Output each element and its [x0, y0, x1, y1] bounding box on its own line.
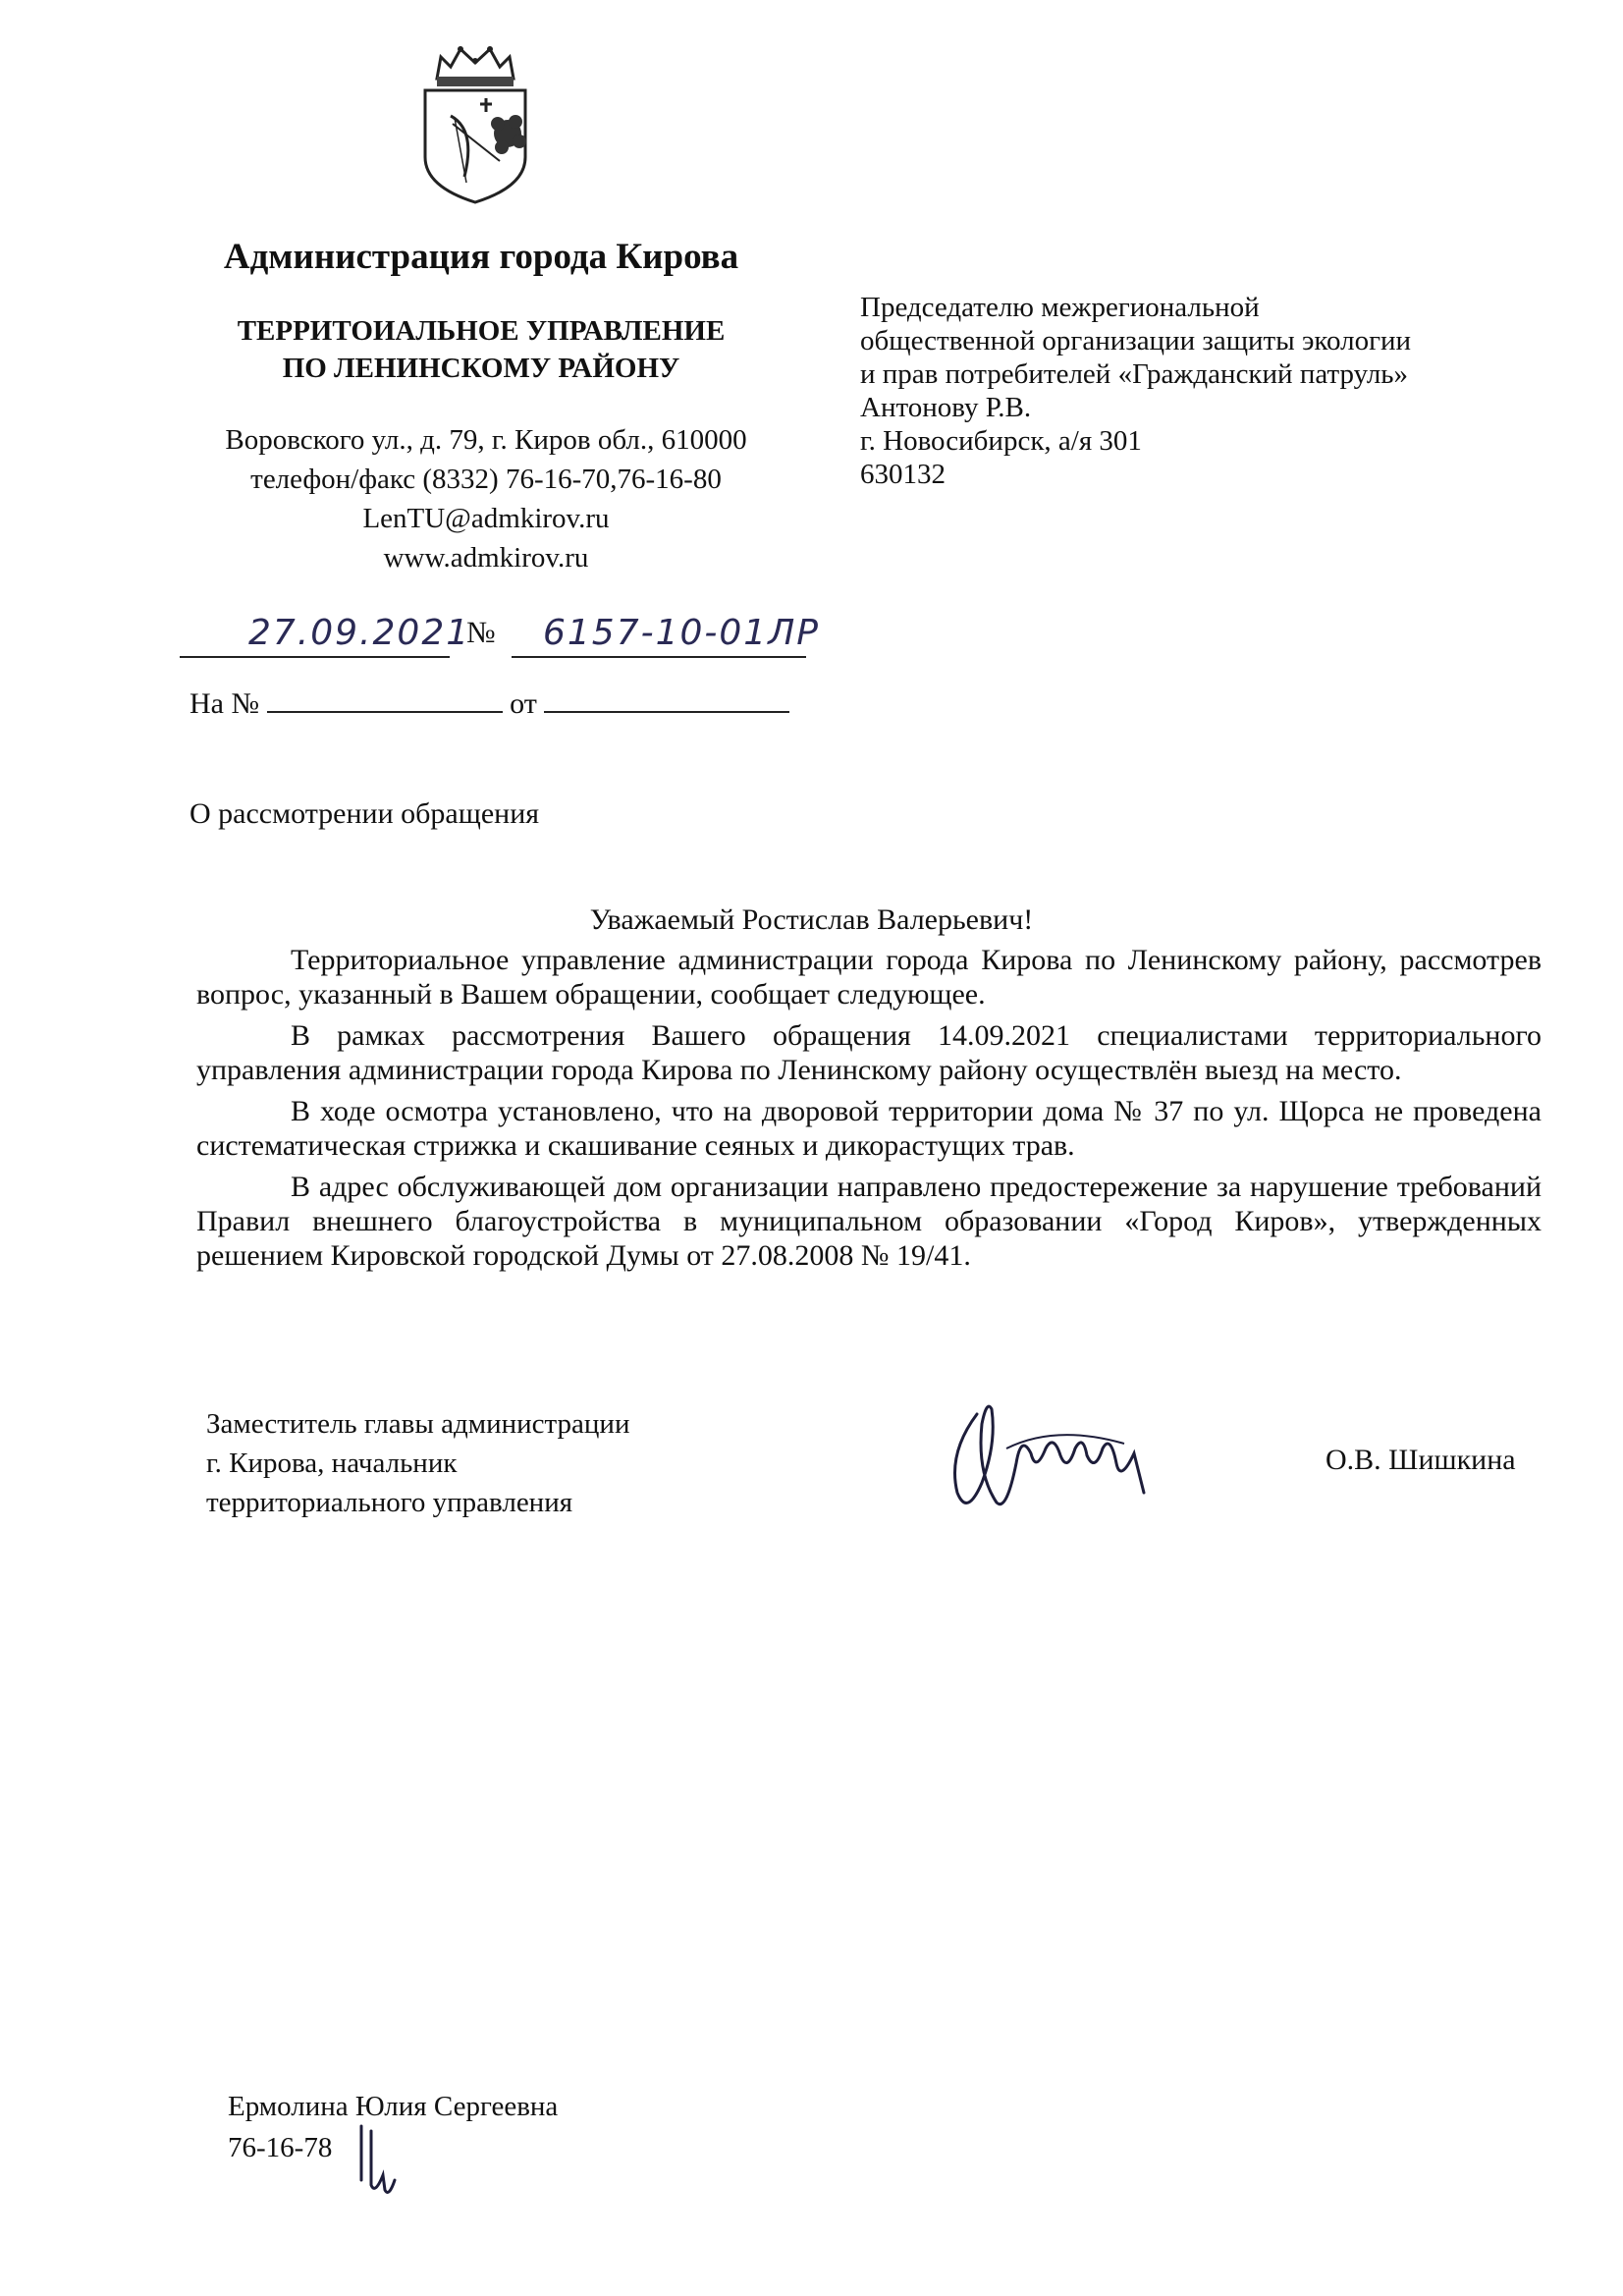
letter-subject: О рассмотрении обращения	[189, 797, 540, 830]
sender-address	[167, 420, 805, 577]
reference-number-label: На №	[189, 687, 260, 720]
body-paragraph: В адрес обслуживающей дом организации направлено предостережение за нарушение требований Правил внешнего благоустройства в муниципальном образовании «Город Киров», утвержденных решением Кировской городской Думы от 27.08.2008 № 19/41.	[196, 1171, 1542, 1272]
handwritten-signature-icon	[938, 1394, 1163, 1522]
recipient-line: и прав потребителей «Гражданский патруль»	[860, 358, 1409, 390]
initials-mark-icon	[353, 2121, 403, 2200]
reference-date-blank	[544, 689, 789, 713]
recipient-line: г. Новосибирск, а/я 301	[860, 425, 1142, 457]
letter-body	[196, 943, 1542, 1280]
body-paragraph: В рамках рассмотрения Вашего обращения 14.09.2021 специалистами территориального управления администрации города Кирова по Ленинскому району осуществлён выезд на место.	[196, 1019, 1542, 1086]
recipient-block	[860, 291, 1547, 491]
executor-name: Ермолина Юлия Сергеевна	[228, 2091, 559, 2122]
email-line: LenTU@admkirov.ru	[362, 503, 610, 534]
recipient-line: 630132	[860, 459, 946, 490]
position-line: г. Кирова, начальник	[206, 1448, 458, 1479]
body-paragraph: Территориальное управление администрации города Кирова по Ленинскому району, рассмотрев вопрос, указанный в Вашем обращении, сообщает следующее.	[196, 944, 1542, 1011]
department-line: ТЕРРИТОИАЛЬНОЕ УПРАВЛЕНИЕ	[237, 315, 726, 347]
recipient-line: Антонову Р.В.	[860, 392, 1032, 423]
registration-number: 6157-10-01ЛР	[543, 613, 820, 653]
recipient-line: общественной организации защиты экологии	[860, 325, 1412, 356]
reference-from-label: от	[510, 687, 537, 720]
registration-date: 27.09.2021	[248, 613, 471, 653]
signatory-position	[206, 1404, 795, 1522]
executor-phone: 76-16-78	[228, 2132, 333, 2163]
signer-name: О.В. Шишкина	[1325, 1444, 1516, 1476]
phone-line: телефон/факс (8332) 76-16-70,76-16-80	[250, 464, 722, 495]
body-paragraph: В ходе осмотра установлено, что на дворовой территории дома № 37 по ул. Щорса не проведена систематическая стрижка и скашивание сеяных и дикорастущих трав.	[196, 1095, 1542, 1162]
department-name	[187, 312, 776, 387]
greeting: Уважаемый Ростислав Валерьевич!	[589, 903, 1034, 936]
reference-line	[189, 687, 818, 721]
department-line: ПО ЛЕНИНСКОМУ РАЙОНУ	[282, 353, 680, 384]
number-sign: №	[466, 615, 496, 649]
address-line: Воровского ул., д. 79, г. Киров обл., 610000	[225, 424, 747, 456]
position-line: территориального управления	[206, 1487, 573, 1518]
reference-number-blank	[267, 689, 503, 713]
date-underline	[180, 656, 450, 658]
number-underline	[512, 656, 806, 658]
position-line: Заместитель главы администрации	[206, 1408, 630, 1440]
registration-line	[180, 615, 828, 662]
recipient-line: Председателю межрегиональной	[860, 292, 1260, 323]
organization-name: Администрация города Кирова	[223, 237, 739, 277]
coat-of-arms-icon	[417, 39, 533, 206]
website-line: www.admkirov.ru	[383, 542, 589, 574]
